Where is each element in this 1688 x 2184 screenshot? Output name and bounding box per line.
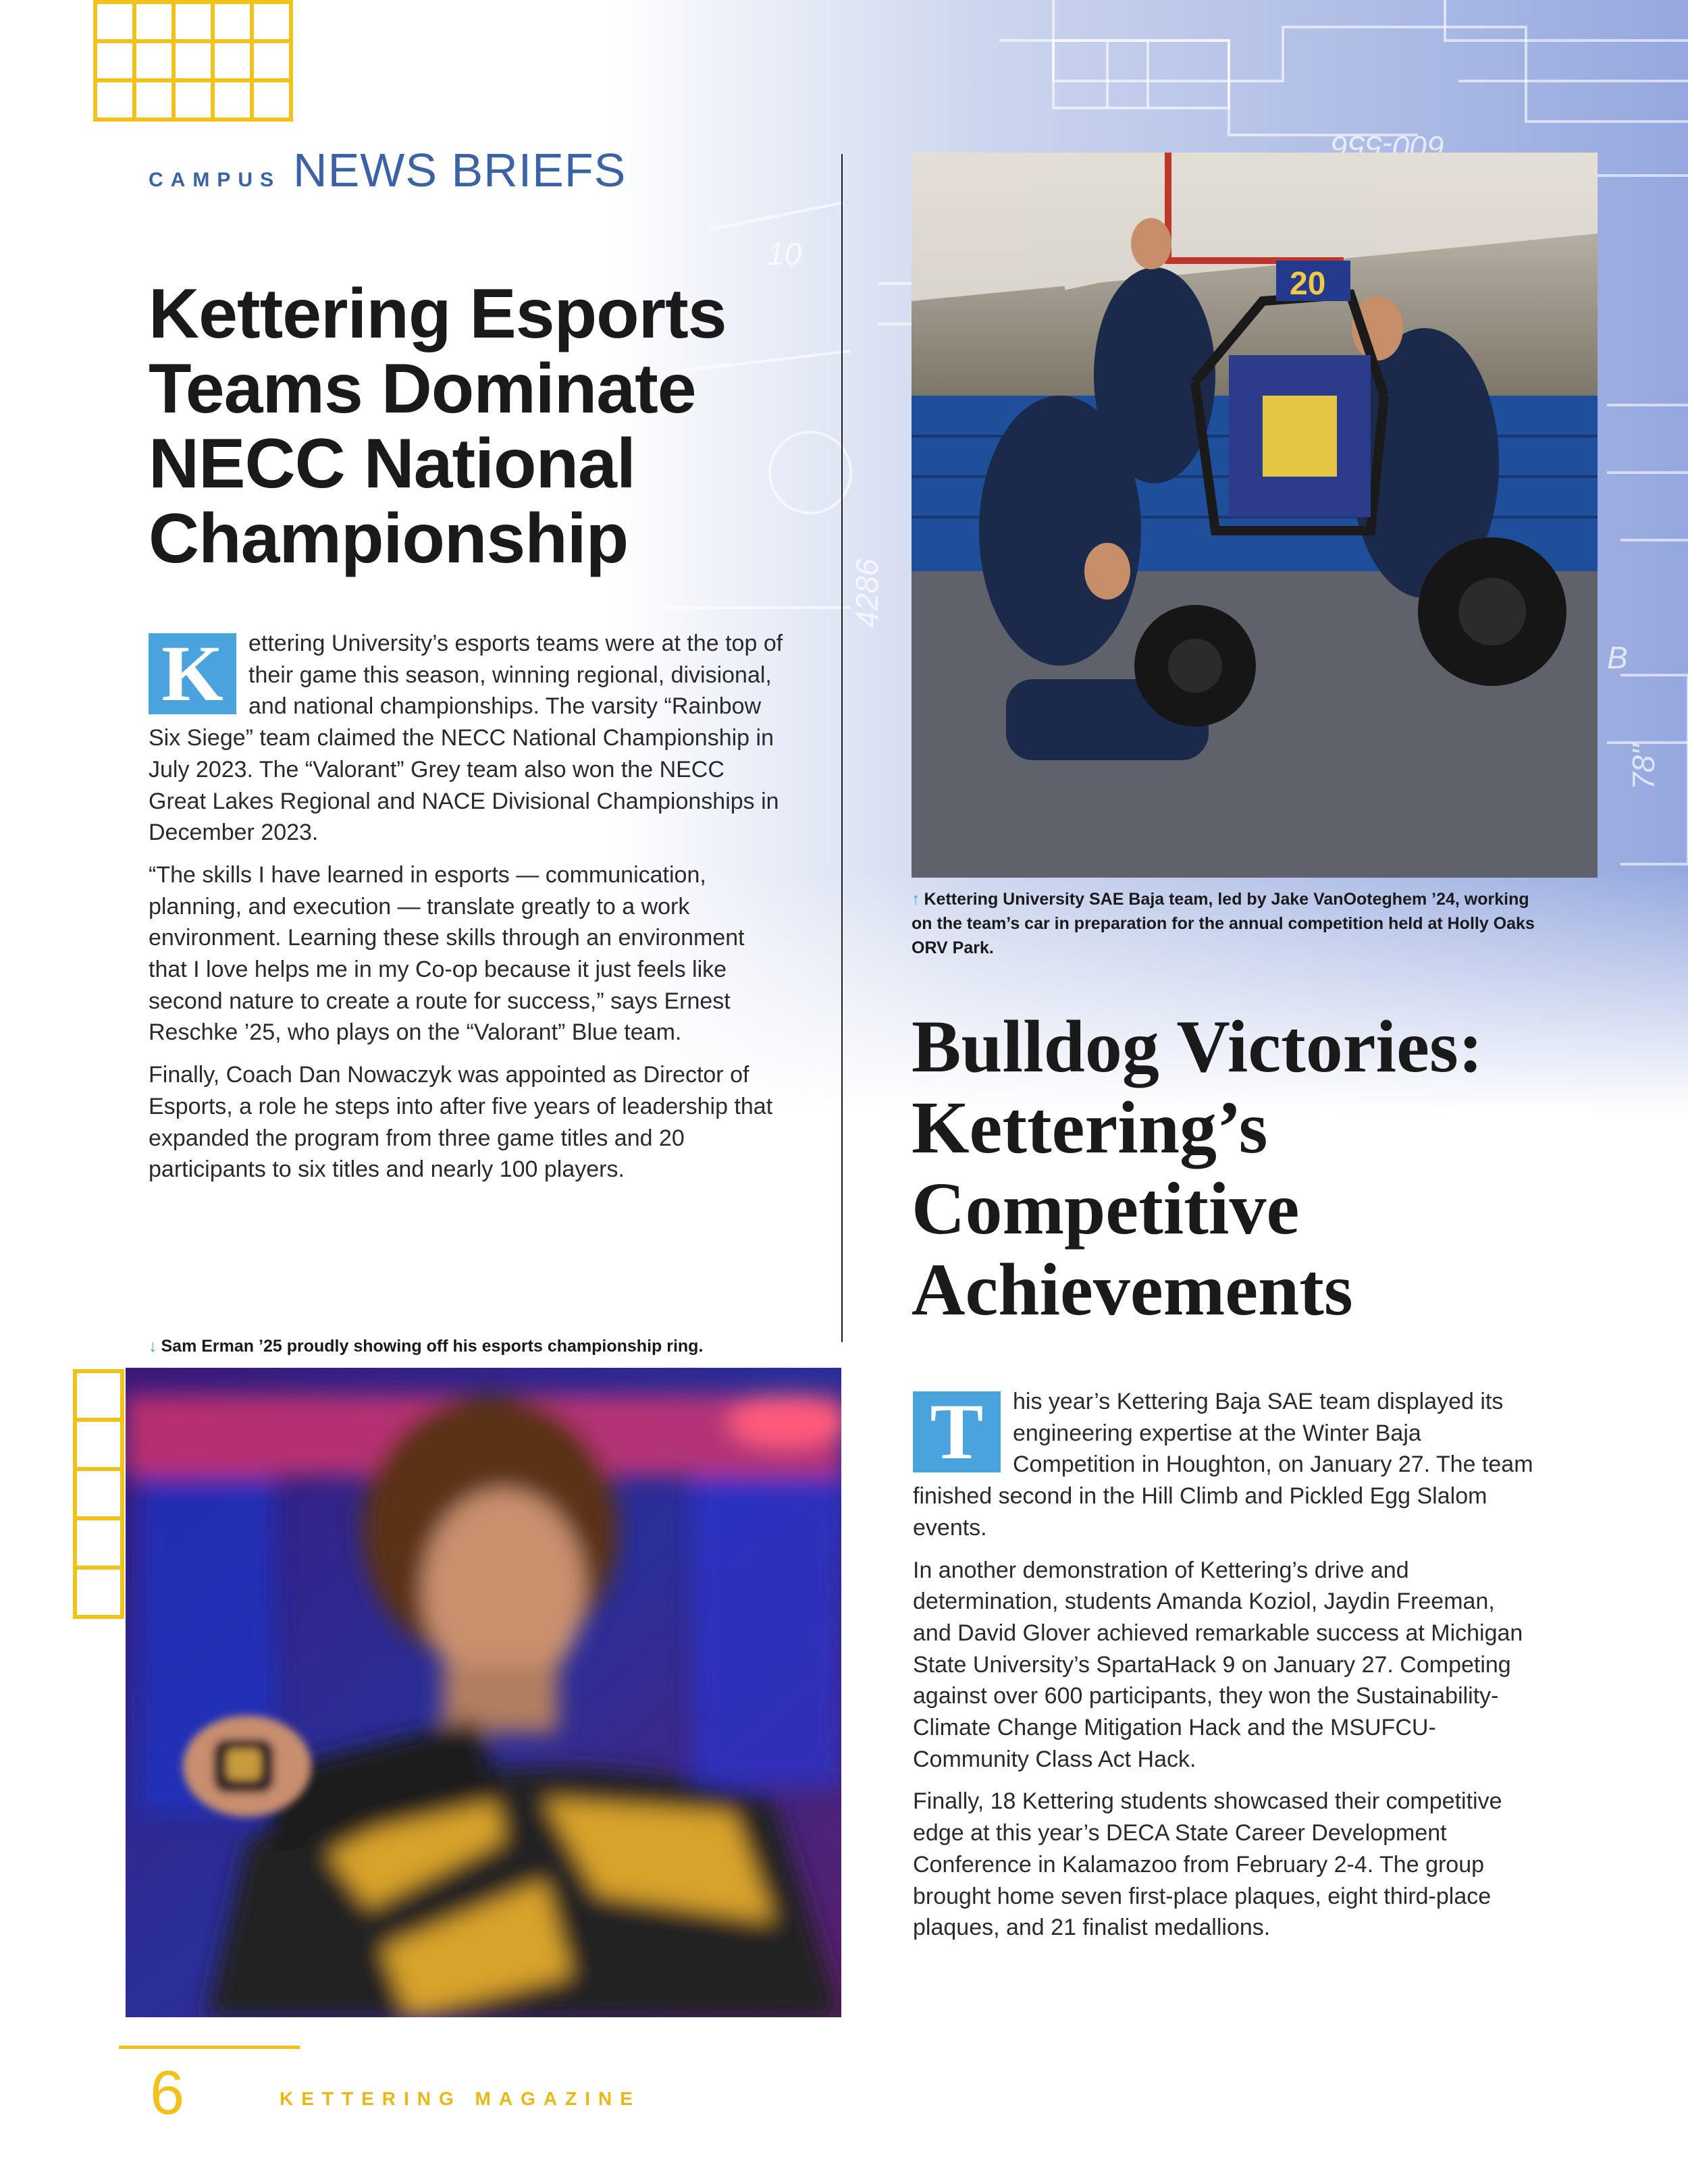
- drop-cap: T: [913, 1391, 1001, 1472]
- esports-ring-photo: [126, 1368, 841, 2017]
- article-paragraph: Finally, 18 Kettering students showcased their competitive edge at this year’s DECA State Career Development Conference in Kalamazoo from February 2-4. The group brought home seven first-place plaques, eight third-place plaques, and 21 finalist medallions.: [913, 1788, 1502, 1941]
- column-divider: [841, 154, 843, 1342]
- esports-photo-caption: [149, 1334, 844, 1358]
- page-number: 6: [150, 2058, 185, 2127]
- section-kicker: [149, 143, 626, 197]
- baja-photo-caption: [912, 887, 1553, 960]
- arrow-up-icon: ↑: [912, 890, 920, 909]
- paragraph-text: his year’s Kettering Baja SAE team displayed its engineering expertise at the Winter Baja Competition in Houghton, on January 27. The team finished second in the Hill Climb and Pickled Egg Slalom events.: [913, 1389, 1533, 1541]
- decorative-grid-top: [93, 0, 293, 122]
- footer-rule: [119, 2046, 300, 2049]
- drop-cap: K: [149, 633, 236, 714]
- caption-text: Sam Erman ’25 proudly showing off his esports championship ring.: [161, 1337, 704, 1356]
- article-esports-body: [149, 628, 783, 1196]
- magazine-name: KETTERING MAGAZINE: [280, 2088, 641, 2109]
- article-paragraph: [913, 1386, 1534, 1544]
- caption-text: Kettering University SAE Baja team, led by Jake VanOoteghem ’24, working on the team’s car in preparation for the annual competition held at Holly Oaks ORV Park.: [912, 890, 1535, 957]
- section-label-small: CAMPUS: [149, 169, 282, 191]
- article-bulldog-body: [913, 1386, 1534, 1954]
- article-paragraph: [149, 628, 783, 849]
- paragraph-text: ettering University’s esports teams were at the top of their game this season, winning regional, divisional, and national championships. The varsity “Rainbow Six Siege” team claimed the NECC National Championship in July 2023. The “Valorant” Grey team also won the NECC Great Lakes Regional and NACE Divisional Championships in December 2023.: [149, 631, 783, 846]
- car-number: 20: [1290, 266, 1326, 302]
- article-paragraph: In another demonstration of Kettering’s drive and determination, students Amanda Koziol, Jaydin Freeman, and David Glover achieved remarkable success at Michigan State University’s SpartaHack 9 on January 27. Competing against over 600 participants, they won the Sustainability-Climate Change Mitigation Hack and the MSUFCU-Community Class Act Hack.: [913, 1557, 1523, 1772]
- article-bulldog-headline: Bulldog Victories: Kettering’s Competitive Achievements: [912, 1005, 1483, 1331]
- baja-team-photo: [912, 153, 1598, 878]
- section-label-large: NEWS BRIEFS: [293, 144, 627, 196]
- decorative-grid-side: [73, 1369, 124, 1619]
- article-paragraph: “The skills I have learned in esports — communication, planning, and execution — translate greatly to a work environment. Learning these skills through an environment that I love helps me in my Co-op because it just feels like second nature to create a route for success,” says Ernest Reschke ’25, who plays on the “Valorant” Blue team.: [149, 861, 745, 1046]
- arrow-down-icon: ↓: [149, 1337, 157, 1356]
- article-paragraph: Finally, Coach Dan Nowaczyk was appointed as Director of Esports, a role he steps into after five years of leadership that expanded the program from three game titles and 20 participants to six titles and nearly 100 players.: [149, 1062, 773, 1183]
- article-esports-headline: Kettering Esports Teams Dominate NECC National Championship: [149, 275, 727, 578]
